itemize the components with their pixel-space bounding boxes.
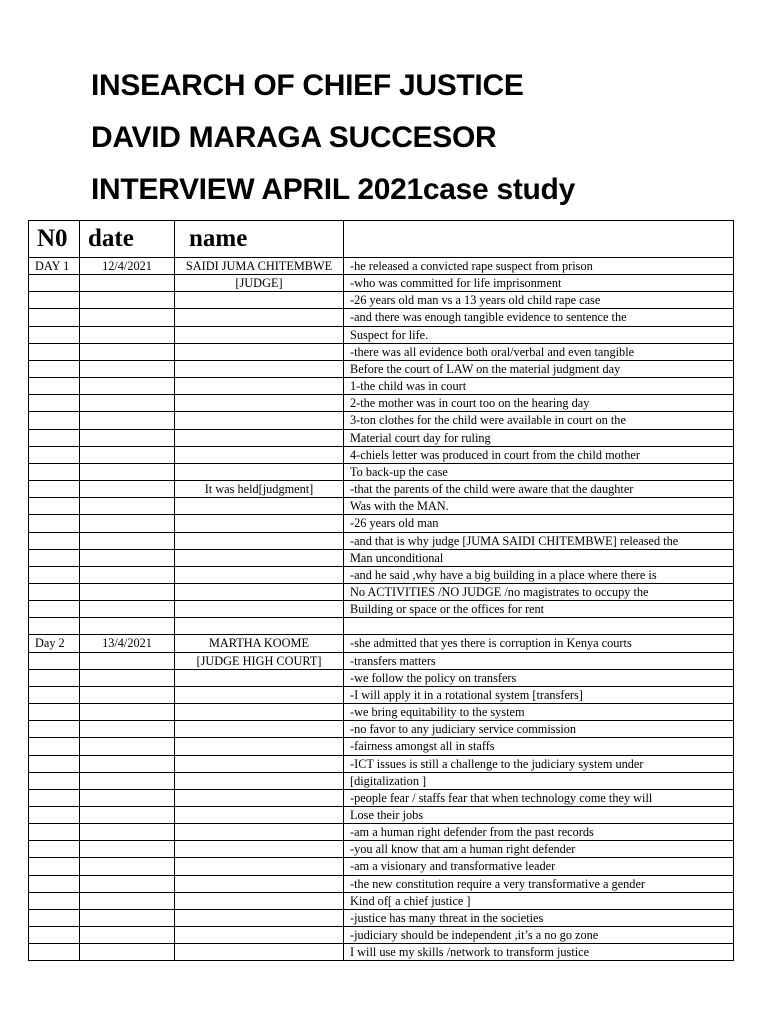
notes-cell: -transfers matters bbox=[344, 652, 734, 669]
notes-cell: Building or space or the offices for rent bbox=[344, 601, 734, 618]
day-cell: DAY 1 bbox=[29, 258, 80, 275]
name-cell: SAIDI JUMA CHITEMBWE bbox=[175, 258, 344, 275]
notes-cell: -ICT issues is still a challenge to the judiciary system under bbox=[344, 755, 734, 772]
notes-cell bbox=[344, 618, 734, 635]
day-cell bbox=[29, 738, 80, 755]
table-row bbox=[29, 429, 734, 446]
header-date: date bbox=[80, 221, 175, 258]
table-row bbox=[29, 566, 734, 583]
date-cell bbox=[80, 583, 175, 600]
table-row bbox=[29, 378, 734, 395]
table-row bbox=[29, 824, 734, 841]
date-cell bbox=[80, 875, 175, 892]
interview-table bbox=[28, 220, 734, 961]
table-row bbox=[29, 309, 734, 326]
name-cell bbox=[175, 446, 344, 463]
name-cell bbox=[175, 601, 344, 618]
name-cell bbox=[175, 532, 344, 549]
date-cell bbox=[80, 704, 175, 721]
date-cell bbox=[80, 892, 175, 909]
notes-cell: -he released a convicted rape suspect from prison bbox=[344, 258, 734, 275]
day-cell bbox=[29, 429, 80, 446]
date-cell bbox=[80, 326, 175, 343]
notes-cell: Suspect for life. bbox=[344, 326, 734, 343]
day-cell bbox=[29, 378, 80, 395]
notes-cell: [digitalization ] bbox=[344, 772, 734, 789]
name-cell bbox=[175, 806, 344, 823]
table-row bbox=[29, 635, 734, 652]
day-cell bbox=[29, 463, 80, 480]
notes-cell: -there was all evidence both oral/verbal and even tangible bbox=[344, 343, 734, 360]
day-cell bbox=[29, 549, 80, 566]
table-header-row bbox=[29, 221, 734, 258]
table-row bbox=[29, 789, 734, 806]
day-cell bbox=[29, 343, 80, 360]
name-cell bbox=[175, 841, 344, 858]
table-row bbox=[29, 532, 734, 549]
day-cell bbox=[29, 806, 80, 823]
notes-cell: 1-the child was in court bbox=[344, 378, 734, 395]
date-cell bbox=[80, 618, 175, 635]
table-row bbox=[29, 858, 734, 875]
date-cell bbox=[80, 532, 175, 549]
notes-cell: -you all know that am a human right defender bbox=[344, 841, 734, 858]
date-cell bbox=[80, 806, 175, 823]
table-row bbox=[29, 806, 734, 823]
notes-cell: -no favor to any judiciary service commission bbox=[344, 721, 734, 738]
name-cell bbox=[175, 412, 344, 429]
header-notes bbox=[344, 221, 734, 258]
date-cell bbox=[80, 446, 175, 463]
day-cell bbox=[29, 309, 80, 326]
notes-cell: -who was committed for life imprisonment bbox=[344, 275, 734, 292]
table-row bbox=[29, 583, 734, 600]
date-cell bbox=[80, 772, 175, 789]
notes-cell: -am a human right defender from the past records bbox=[344, 824, 734, 841]
name-cell bbox=[175, 704, 344, 721]
table-row bbox=[29, 875, 734, 892]
name-cell bbox=[175, 789, 344, 806]
name-cell bbox=[175, 875, 344, 892]
day-cell bbox=[29, 669, 80, 686]
notes-cell: -am a visionary and transformative leader bbox=[344, 858, 734, 875]
day-cell bbox=[29, 772, 80, 789]
document-title bbox=[91, 60, 751, 216]
day-cell bbox=[29, 515, 80, 532]
table-row bbox=[29, 686, 734, 703]
name-cell bbox=[175, 824, 344, 841]
name-cell: It was held[judgment] bbox=[175, 481, 344, 498]
day-cell bbox=[29, 755, 80, 772]
day-cell bbox=[29, 446, 80, 463]
title-line-1: INSEARCH OF CHIEF JUSTICE bbox=[91, 69, 524, 102]
notes-cell: -people fear / staffs fear that when technology come they will bbox=[344, 789, 734, 806]
day-cell bbox=[29, 704, 80, 721]
date-cell bbox=[80, 498, 175, 515]
table-row bbox=[29, 755, 734, 772]
day-cell bbox=[29, 412, 80, 429]
notes-cell: -she admitted that yes there is corruption in Kenya courts bbox=[344, 635, 734, 652]
name-cell bbox=[175, 463, 344, 480]
day-cell bbox=[29, 326, 80, 343]
date-cell bbox=[80, 652, 175, 669]
name-cell bbox=[175, 686, 344, 703]
day-cell bbox=[29, 858, 80, 875]
date-cell bbox=[80, 549, 175, 566]
notes-cell: -I will apply it in a rotational system [transfers] bbox=[344, 686, 734, 703]
table-row bbox=[29, 944, 734, 961]
name-cell bbox=[175, 721, 344, 738]
date-cell bbox=[80, 686, 175, 703]
notes-cell: No ACTIVITIES /NO JUDGE /no magistrates to occupy the bbox=[344, 583, 734, 600]
date-cell bbox=[80, 909, 175, 926]
date-cell bbox=[80, 824, 175, 841]
date-cell bbox=[80, 927, 175, 944]
notes-cell: -that the parents of the child were aware that the daughter bbox=[344, 481, 734, 498]
notes-cell: Lose their jobs bbox=[344, 806, 734, 823]
date-cell bbox=[80, 566, 175, 583]
notes-cell: -and he said ,why have a big building in a place where there is bbox=[344, 566, 734, 583]
notes-cell: -fairness amongst all in staffs bbox=[344, 738, 734, 755]
date-cell bbox=[80, 463, 175, 480]
name-cell bbox=[175, 343, 344, 360]
table-row bbox=[29, 326, 734, 343]
table-row bbox=[29, 343, 734, 360]
notes-cell: Man unconditional bbox=[344, 549, 734, 566]
date-cell bbox=[80, 343, 175, 360]
name-cell: MARTHA KOOME bbox=[175, 635, 344, 652]
name-cell bbox=[175, 944, 344, 961]
table-row bbox=[29, 927, 734, 944]
table-row bbox=[29, 652, 734, 669]
date-cell: 13/4/2021 bbox=[80, 635, 175, 652]
name-cell bbox=[175, 755, 344, 772]
table-row bbox=[29, 412, 734, 429]
day-cell bbox=[29, 892, 80, 909]
table-row bbox=[29, 772, 734, 789]
notes-cell: -26 years old man vs a 13 years old child rape case bbox=[344, 292, 734, 309]
notes-cell: I will use my skills /network to transform justice bbox=[344, 944, 734, 961]
notes-cell: 4-chiels letter was produced in court from the child mother bbox=[344, 446, 734, 463]
table-row bbox=[29, 292, 734, 309]
table-row bbox=[29, 892, 734, 909]
name-cell: [JUDGE HIGH COURT] bbox=[175, 652, 344, 669]
date-cell bbox=[80, 738, 175, 755]
header-name: name bbox=[175, 221, 344, 258]
day-cell bbox=[29, 721, 80, 738]
date-cell bbox=[80, 669, 175, 686]
table-row bbox=[29, 841, 734, 858]
table-row bbox=[29, 481, 734, 498]
day-cell bbox=[29, 841, 80, 858]
date-cell bbox=[80, 429, 175, 446]
day-cell bbox=[29, 686, 80, 703]
date-cell bbox=[80, 481, 175, 498]
name-cell bbox=[175, 772, 344, 789]
name-cell bbox=[175, 927, 344, 944]
notes-cell: -26 years old man bbox=[344, 515, 734, 532]
date-cell bbox=[80, 858, 175, 875]
name-cell bbox=[175, 858, 344, 875]
day-cell bbox=[29, 583, 80, 600]
day-cell bbox=[29, 481, 80, 498]
table-row bbox=[29, 463, 734, 480]
table-row bbox=[29, 601, 734, 618]
name-cell bbox=[175, 909, 344, 926]
table-row bbox=[29, 446, 734, 463]
day-cell bbox=[29, 601, 80, 618]
table-row bbox=[29, 360, 734, 377]
name-cell bbox=[175, 549, 344, 566]
name-cell bbox=[175, 309, 344, 326]
notes-cell: -we bring equitability to the system bbox=[344, 704, 734, 721]
date-cell bbox=[80, 395, 175, 412]
notes-cell: Material court day for ruling bbox=[344, 429, 734, 446]
table-row bbox=[29, 258, 734, 275]
day-cell bbox=[29, 927, 80, 944]
day-cell bbox=[29, 360, 80, 377]
date-cell bbox=[80, 841, 175, 858]
day-cell bbox=[29, 292, 80, 309]
name-cell bbox=[175, 326, 344, 343]
notes-cell: To back-up the case bbox=[344, 463, 734, 480]
date-cell bbox=[80, 412, 175, 429]
notes-cell: Was with the MAN. bbox=[344, 498, 734, 515]
name-cell bbox=[175, 292, 344, 309]
day-cell bbox=[29, 618, 80, 635]
day-cell bbox=[29, 944, 80, 961]
date-cell bbox=[80, 292, 175, 309]
table-row bbox=[29, 738, 734, 755]
title-line-2: DAVID MARAGA SUCCESOR bbox=[91, 121, 497, 154]
day-cell bbox=[29, 395, 80, 412]
table-row bbox=[29, 704, 734, 721]
notes-cell: -and that is why judge [JUMA SAIDI CHITEMBWE] released the bbox=[344, 532, 734, 549]
notes-cell: -the new constitution require a very transformative a gender bbox=[344, 875, 734, 892]
day-cell bbox=[29, 789, 80, 806]
table-row bbox=[29, 275, 734, 292]
date-cell: 12/4/2021 bbox=[80, 258, 175, 275]
notes-cell: -and there was enough tangible evidence to sentence the bbox=[344, 309, 734, 326]
name-cell bbox=[175, 566, 344, 583]
date-cell bbox=[80, 789, 175, 806]
table-row bbox=[29, 669, 734, 686]
notes-cell: Before the court of LAW on the material judgment day bbox=[344, 360, 734, 377]
notes-cell: -judiciary should be independent ,it’s a no go zone bbox=[344, 927, 734, 944]
table-row bbox=[29, 515, 734, 532]
name-cell bbox=[175, 515, 344, 532]
notes-cell: 3-ton clothes for the child were available in court on the bbox=[344, 412, 734, 429]
date-cell bbox=[80, 755, 175, 772]
table-row bbox=[29, 498, 734, 515]
day-cell bbox=[29, 824, 80, 841]
table-row bbox=[29, 909, 734, 926]
day-cell bbox=[29, 532, 80, 549]
day-cell bbox=[29, 652, 80, 669]
day-cell bbox=[29, 909, 80, 926]
notes-cell: Kind of[ a chief justice ] bbox=[344, 892, 734, 909]
date-cell bbox=[80, 309, 175, 326]
day-cell bbox=[29, 875, 80, 892]
day-cell bbox=[29, 566, 80, 583]
name-cell: [JUDGE] bbox=[175, 275, 344, 292]
name-cell bbox=[175, 395, 344, 412]
date-cell bbox=[80, 944, 175, 961]
day-cell: Day 2 bbox=[29, 635, 80, 652]
name-cell bbox=[175, 738, 344, 755]
name-cell bbox=[175, 583, 344, 600]
name-cell bbox=[175, 669, 344, 686]
notes-cell: -justice has many threat in the societies bbox=[344, 909, 734, 926]
title-line-3: INTERVIEW APRIL 2021case study bbox=[91, 173, 575, 206]
day-cell bbox=[29, 275, 80, 292]
date-cell bbox=[80, 601, 175, 618]
table-row bbox=[29, 618, 734, 635]
table-row bbox=[29, 395, 734, 412]
name-cell bbox=[175, 429, 344, 446]
date-cell bbox=[80, 360, 175, 377]
name-cell bbox=[175, 378, 344, 395]
date-cell bbox=[80, 275, 175, 292]
date-cell bbox=[80, 721, 175, 738]
date-cell bbox=[80, 515, 175, 532]
name-cell bbox=[175, 360, 344, 377]
header-no: N0 bbox=[29, 221, 80, 258]
day-cell bbox=[29, 498, 80, 515]
table-row bbox=[29, 721, 734, 738]
name-cell bbox=[175, 892, 344, 909]
name-cell bbox=[175, 618, 344, 635]
notes-cell: -we follow the policy on transfers bbox=[344, 669, 734, 686]
notes-cell: 2-the mother was in court too on the hearing day bbox=[344, 395, 734, 412]
table-row bbox=[29, 549, 734, 566]
date-cell bbox=[80, 378, 175, 395]
name-cell bbox=[175, 498, 344, 515]
